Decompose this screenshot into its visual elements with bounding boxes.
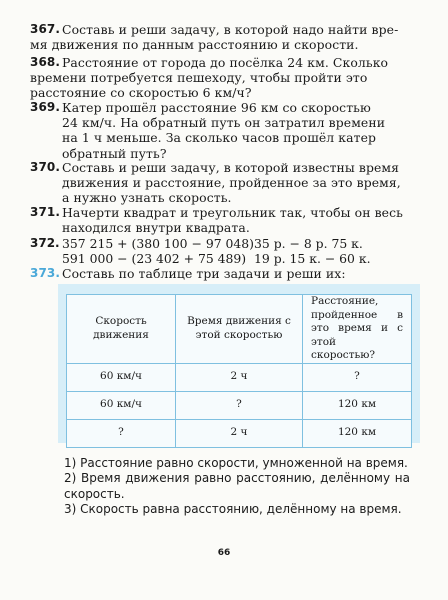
problem-number: 370. (30, 160, 61, 174)
problem-line: движения и расстояние, пройденное за это время, (62, 175, 401, 191)
table-row (67, 419, 412, 447)
table-header (303, 295, 412, 364)
problem-line: времени потребуется пешеходу, чтобы пройти это (30, 70, 368, 86)
table-header: Скорость движения (67, 295, 176, 364)
expression: 19 р. 15 к. − 60 к. (254, 251, 371, 266)
problem-line: на 1 ч меньше. За сколько часов прошёл катер (62, 130, 377, 146)
table-row (67, 391, 412, 419)
problem-text (30, 100, 416, 161)
table-cell: ? (176, 391, 303, 419)
problem-text (30, 266, 416, 281)
expression: 357 215 + (380 100 − 97 048) (62, 236, 255, 251)
problem-370 (30, 160, 416, 206)
rule-item: 1) Расстояние равно скорости, умноженной на время. (64, 456, 408, 470)
table-cell: 120 км (303, 391, 412, 419)
table-cell: ? (67, 419, 176, 447)
rule-item: 3) Скорость равна расстоянию, делённому на время. (64, 502, 402, 517)
rules-list (64, 456, 410, 518)
problem-371 (30, 205, 416, 235)
page-number: 66 (217, 548, 231, 558)
problem-line: Составь и реши задачу, в которой надо найти вре- (62, 22, 399, 37)
problem-number: 371. (30, 205, 61, 219)
table-cell: 60 км/ч (67, 391, 176, 419)
problem-text (30, 22, 416, 37)
problem-line: Катер прошёл расстояние 96 км со скоростью (62, 100, 371, 115)
problem-number: 369. (30, 100, 61, 114)
table-cell: ? (303, 363, 412, 391)
problem-number: 372. (30, 236, 60, 250)
table-cell: 60 км/ч (67, 363, 176, 391)
problem-number: 368. (30, 55, 61, 69)
problem-line: Составь по таблице три задачи и реши их: (62, 266, 346, 281)
table-cell: 2 ч (176, 363, 303, 391)
problem-text (30, 205, 416, 235)
expression: 35 р. − 8 р. 75 к. (254, 236, 363, 251)
problem-line: а нужно узнать скорость. (62, 190, 232, 206)
table-panel (58, 284, 420, 443)
problem-line: обратный путь? (62, 145, 167, 161)
problem-line: расстояние со скоростью 6 км/ч? (30, 85, 252, 101)
problem-line: Начерти квадрат и треугольник так, чтобы он весь (62, 205, 404, 220)
problem-line: находился внутри квадрата. (62, 220, 250, 236)
problem-367 (30, 22, 416, 52)
table-cell: 2 ч (176, 419, 303, 447)
problem-number: 367. (30, 22, 61, 36)
rule-item: 2) Время движения равно расстоянию, делённому на скорость. (64, 471, 410, 501)
problem-text (30, 160, 416, 206)
table-cell: 120 км (303, 419, 412, 447)
table-header-row (67, 295, 412, 364)
problem-number: 373. (30, 266, 61, 280)
problem-text (30, 55, 416, 70)
problem-line: 24 км/ч. На обратный путь он затратил времени (62, 115, 386, 131)
problem-line: мя движения по данным расстоянию и скорости. (30, 37, 359, 53)
expression: 591 000 − (23 402 + 75 489) (62, 251, 247, 266)
problem-373 (30, 266, 416, 281)
table-header: Время движения с этой скоростью (176, 295, 303, 364)
problem-line: Составь и реши задачу, в которой известны время (62, 160, 400, 175)
table-header-text: Расстояние, пройденное в это время и с этой скоростью? (311, 295, 403, 361)
data-table (66, 294, 412, 448)
problem-369 (30, 100, 416, 161)
problem-368 (30, 55, 416, 101)
problem-line: Расстояние от города до посёлка 24 км. Сколько (62, 55, 389, 70)
table-row (67, 363, 412, 391)
